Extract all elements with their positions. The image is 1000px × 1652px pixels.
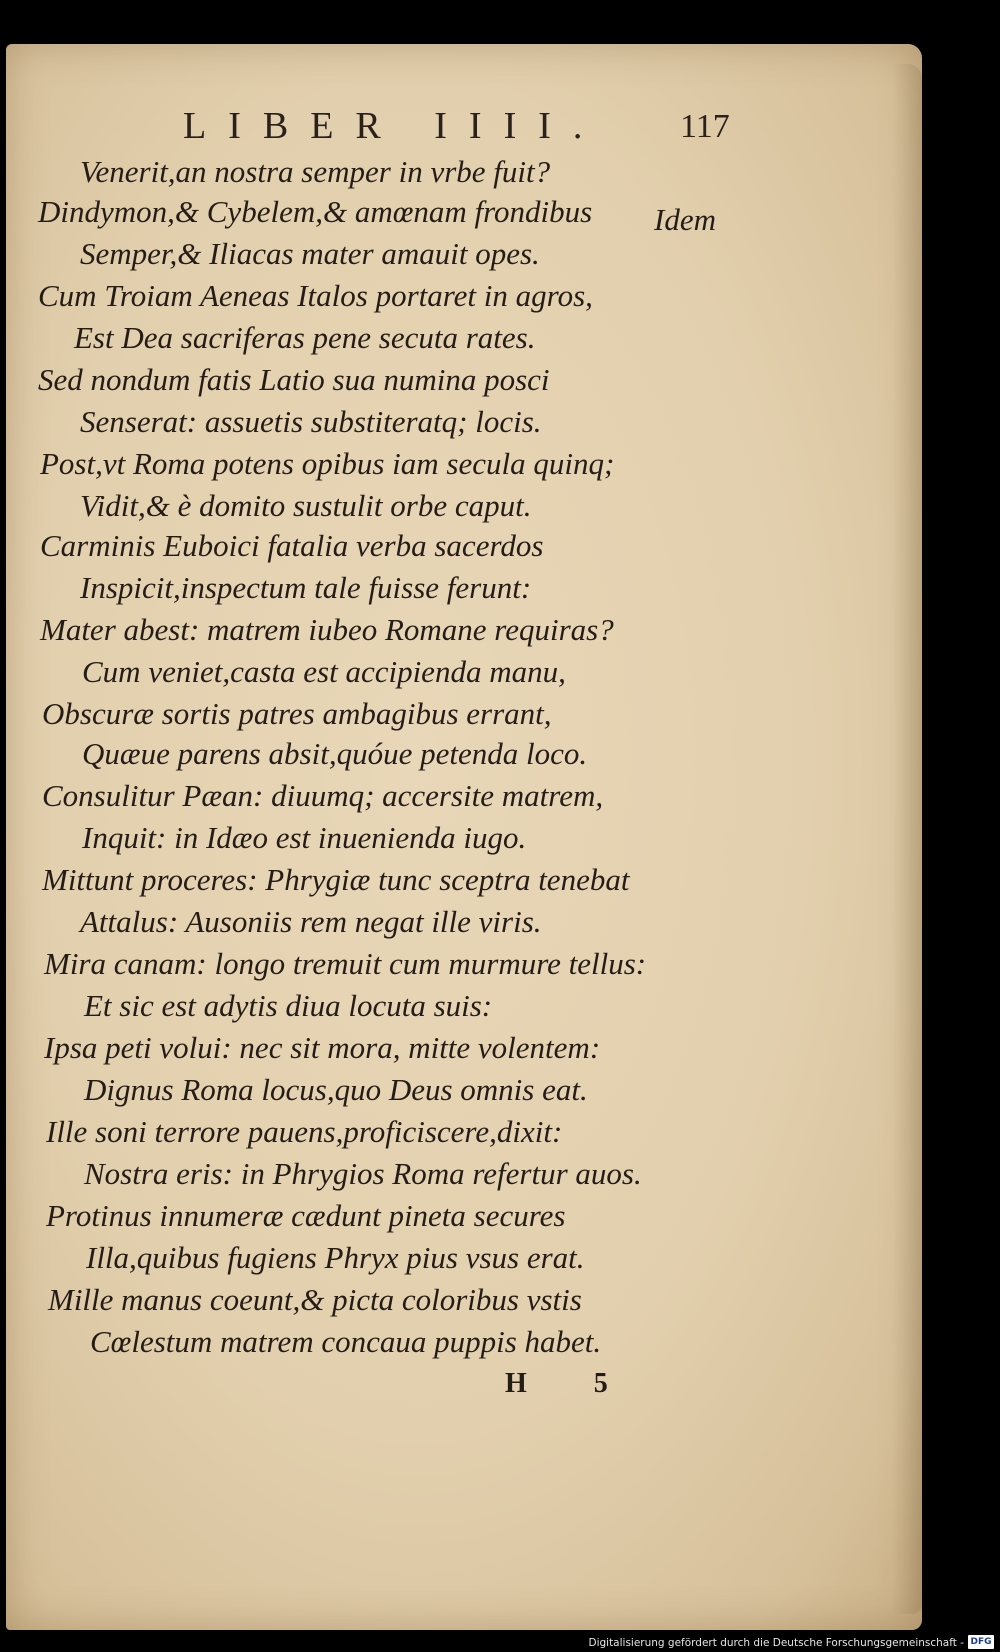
verse-line: Dignus Roma locus,quo Deus omnis eat. bbox=[84, 1072, 588, 1107]
footer-bar bbox=[0, 1630, 1000, 1652]
running-title: LIBER IIII. bbox=[183, 105, 605, 147]
verse-line: Cum veniet,casta est accipienda manu, bbox=[82, 654, 566, 689]
verse-line: Post,vt Roma potens opibus iam secula quinq; bbox=[40, 446, 615, 481]
verse-line: Illa,quibus fugiens Phryx pius vsus erat. bbox=[86, 1240, 585, 1275]
signature-mark: H 5 bbox=[505, 1368, 638, 1399]
verse-line: Obscuræ sortis patres ambagibus errant, bbox=[42, 696, 552, 731]
verse-line: Senserat: assuetis substiteratq; locis. bbox=[80, 404, 542, 439]
verse-line: Et sic est adytis diua locuta suis: bbox=[84, 988, 493, 1023]
verse-line: Inquit: in Idæo est inuenienda iugo. bbox=[82, 820, 527, 855]
verse-line: Attalus: Ausoniis rem negat ille viris. bbox=[80, 904, 542, 939]
verse-line: Dindymon,& Cybelem,& amœnam frondibus bbox=[38, 194, 593, 229]
verse-line: Mira canam: longo tremuit cum murmure tellus: bbox=[44, 946, 647, 981]
verse-line: Inspicit,inspectum tale fuisse ferunt: bbox=[80, 570, 532, 605]
verse-line: Consulitur Pæan: diuumq; accersite matrem, bbox=[42, 778, 604, 813]
page-number: 117 bbox=[680, 108, 730, 145]
verse-line: Est Dea sacriferas pene secuta rates. bbox=[74, 320, 536, 355]
verse-line: Venerit,an nostra semper in vrbe fuit? bbox=[80, 154, 551, 189]
dfg-logo-icon: DFG bbox=[968, 1635, 994, 1649]
verse-line: Ipsa peti volui: nec sit mora, mitte volentem: bbox=[44, 1030, 601, 1065]
verse-line: Mittunt proceres: Phrygiæ tunc sceptra tenebat bbox=[42, 862, 630, 897]
verse-line: Mater abest: matrem iubeo Romane requiras? bbox=[40, 612, 614, 647]
page-header bbox=[0, 104, 1000, 150]
verse-line: Semper,& Iliacas mater amauit opes. bbox=[80, 236, 540, 271]
funding-credit: Digitalisierung gefördert durch die Deutsche Forschungsgemeinschaft - bbox=[588, 1637, 964, 1649]
verse-line: Quæue parens absit,quóue petenda loco. bbox=[82, 736, 588, 771]
verse-line: Mille manus coeunt,& picta coloribus vstis bbox=[48, 1282, 582, 1317]
margin-note: Idem bbox=[654, 202, 716, 237]
verse-line: Cœlestum matrem concaua puppis habet. bbox=[90, 1324, 602, 1359]
verse-line: Vidit,& è domito sustulit orbe caput. bbox=[80, 488, 532, 523]
verse-line: Protinus innumeræ cædunt pineta secures bbox=[46, 1198, 566, 1233]
verse-line: Ille soni terrore pauens,proficiscere,dixit: bbox=[46, 1114, 563, 1149]
verse-line: Sed nondum fatis Latio sua numina posci bbox=[38, 362, 550, 397]
verse-line: Cum Troiam Aeneas Italos portaret in agros, bbox=[38, 278, 593, 313]
verse-line: Carminis Euboici fatalia verba sacerdos bbox=[40, 528, 544, 563]
verse-line: Nostra eris: in Phrygios Roma refertur auos. bbox=[84, 1156, 642, 1191]
